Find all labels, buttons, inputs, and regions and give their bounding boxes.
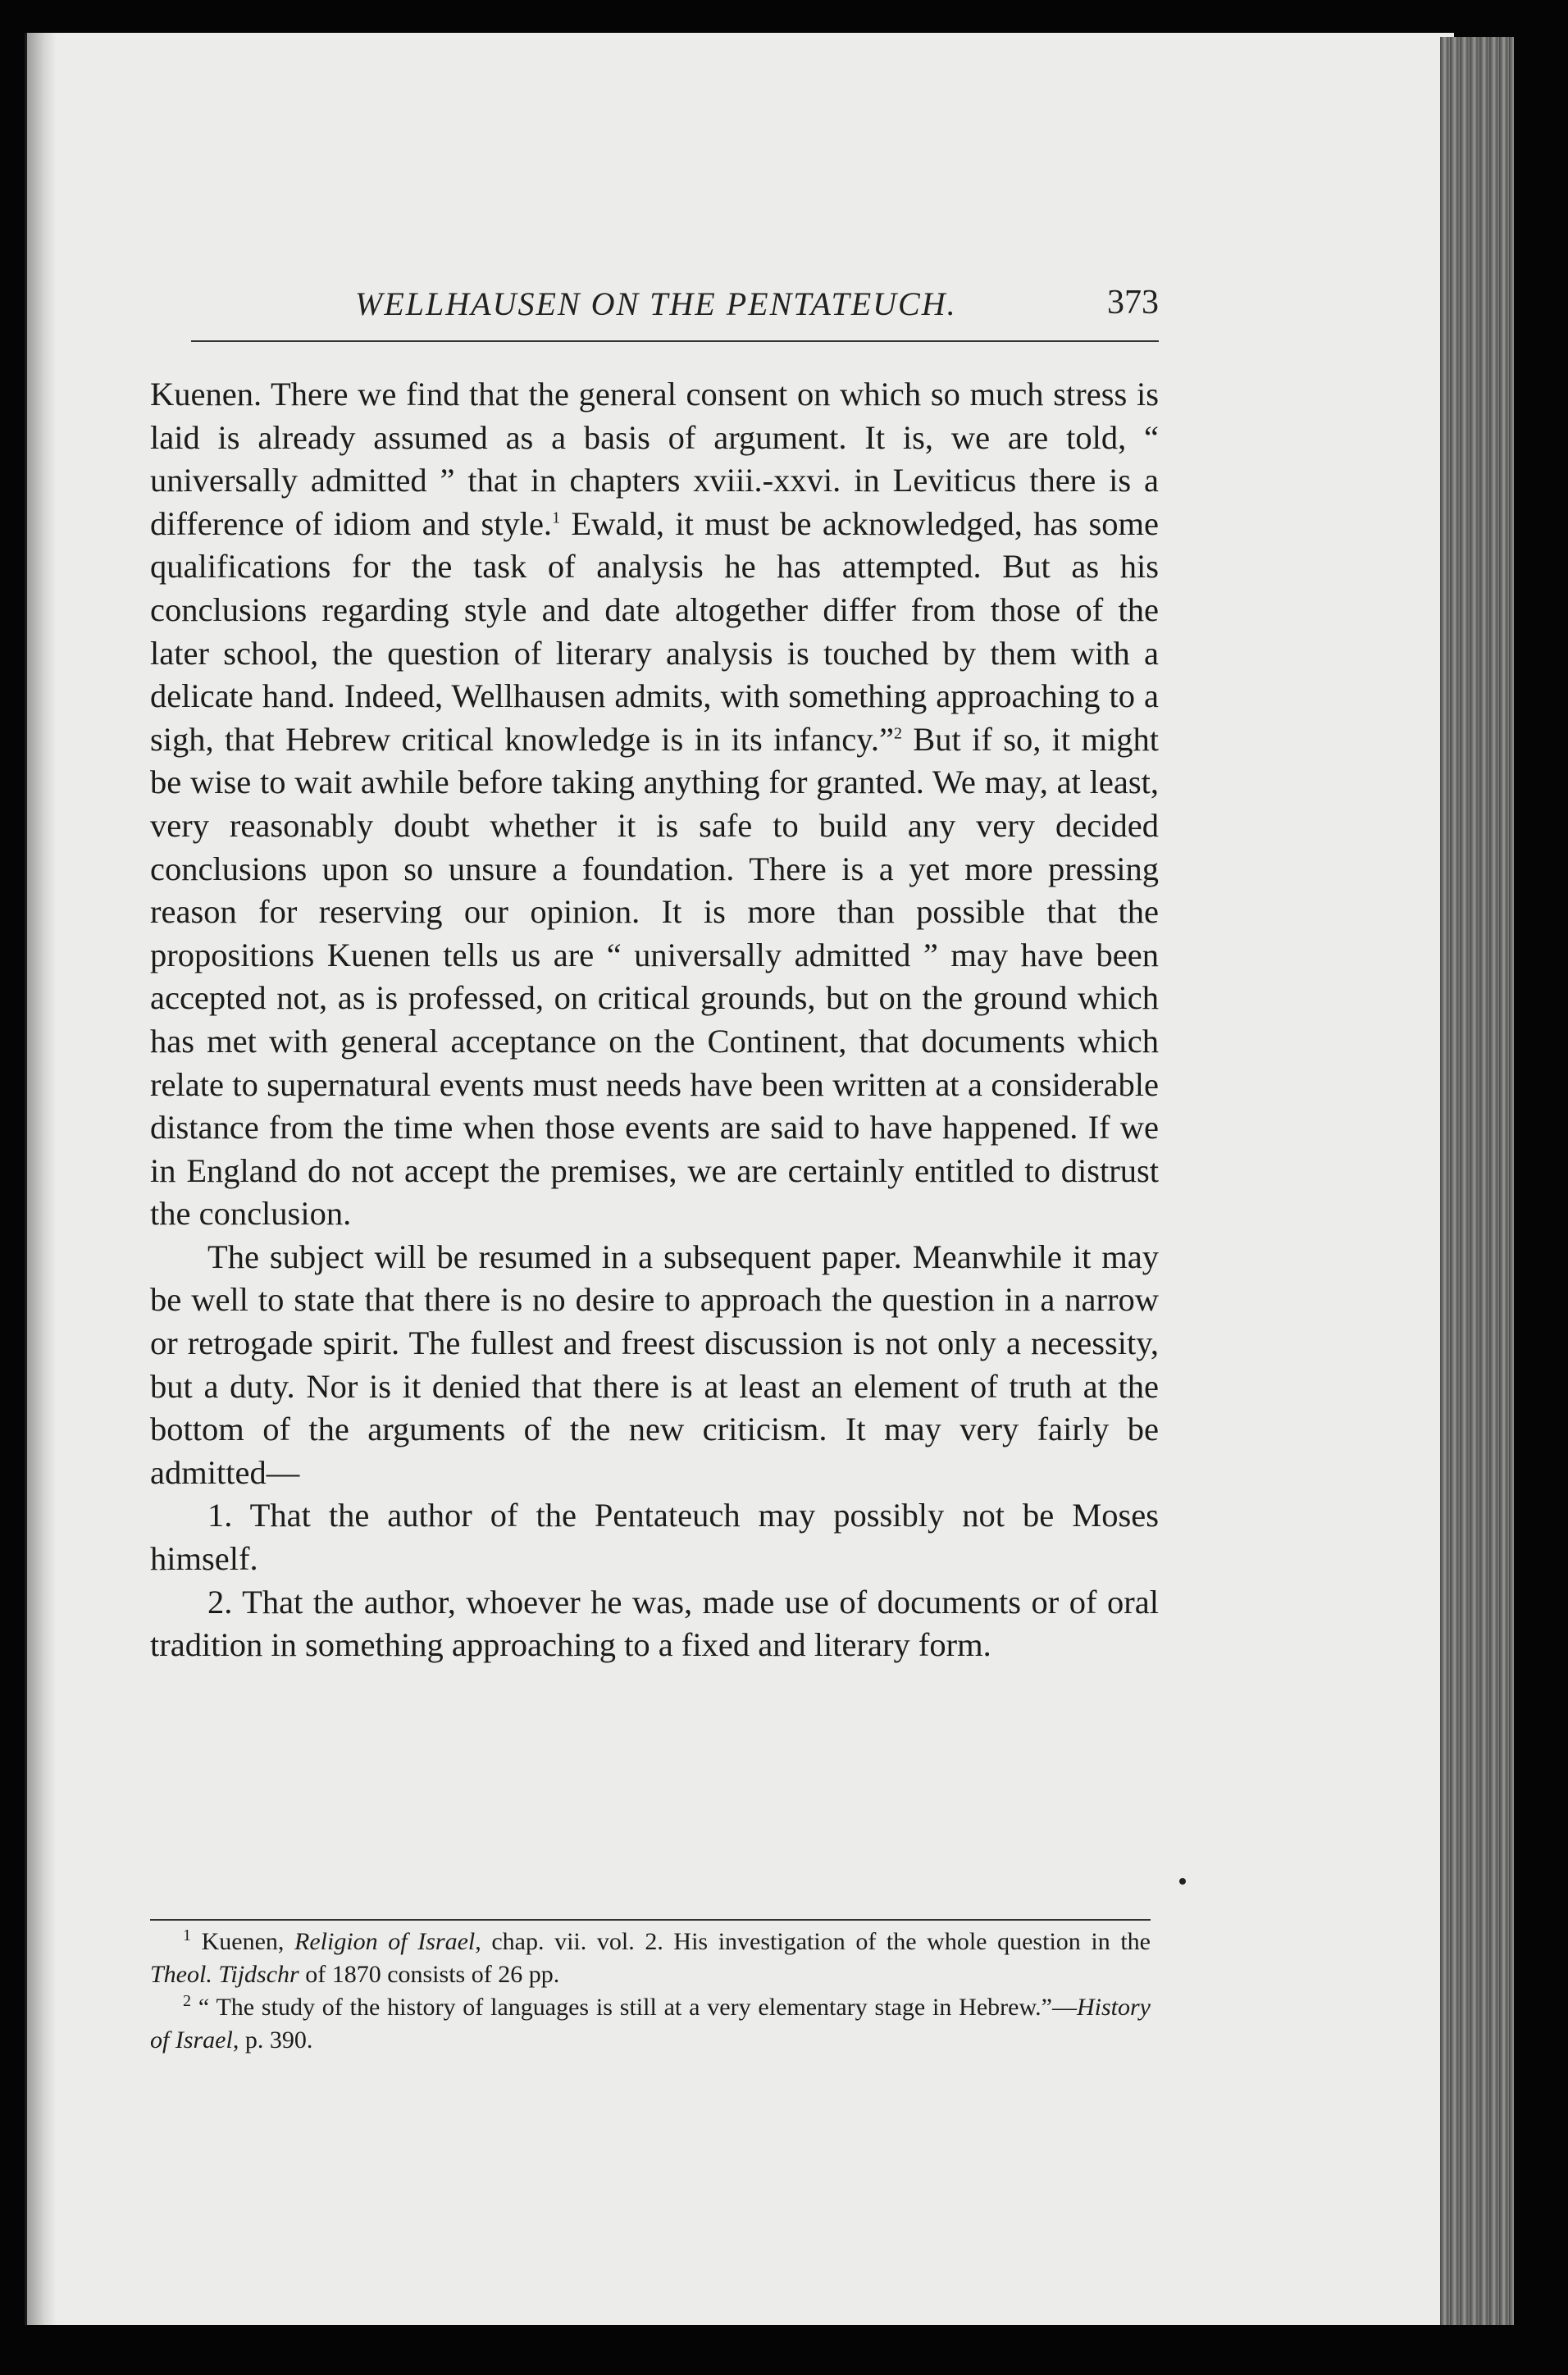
body-text	[150, 373, 1159, 1667]
footnote-1-journal-title: Theol. Tijdschr	[150, 1961, 299, 1988]
footnote-1-book-title: Religion of Israel	[294, 1928, 476, 1955]
paragraph-2: The subject will be resumed in a subsequent paper. Meanwhile it may be well to state that there is no desire to approach the question in a narrow or retrogade spirit. The fullest and freest discussion is not only a necessity, but a duty. Nor is it denied that there is at least an element of truth at the bottom of the arguments of the new criticism. It may very fairly be admitted—	[150, 1238, 1159, 1491]
footnote-ref-1: 1	[552, 508, 561, 527]
footnote-1	[150, 1926, 1151, 1991]
page-number: 373	[1107, 284, 1159, 321]
footnote-1-text-a: Kuenen,	[191, 1928, 295, 1955]
footnote-ref-2: 2	[893, 724, 902, 743]
ink-speck	[1179, 1878, 1186, 1885]
footnote-1-text-b: , chap. vii. vol. 2. His investigation of the whole question in the	[475, 1928, 1151, 1955]
footnote-1-text-c: of 1870 consists of 26 pp.	[299, 1961, 560, 1988]
footnote-2	[150, 1991, 1151, 2057]
footnote-2-text-b: , p. 390.	[232, 2026, 313, 2054]
paragraph-1-text-b: Ewald, it must be acknowledged, has some qualifications for the task of analysis he has attempted. But as his conclusions regarding style and date altogether differ from those of the later school, the question of literary analysis is touched by them with a delicate hand. Indeed, Wellhausen admits, with something approaching to a sigh, that Hebrew critical knowledge is in its infancy.”	[150, 504, 1159, 758]
running-title: WELLHAUSEN ON THE PENTATEUCH.	[355, 285, 957, 322]
numbered-item-2: 2. That the author, whoever he was, made use of documents or of oral tradition in something approaching to a fixed and literary form.	[150, 1583, 1159, 1664]
footnote-rule	[150, 1919, 1151, 1921]
footnote-2-text-a: “ The study of the history of languages is still at a very elementary stage in Hebrew.”—	[191, 1994, 1077, 2021]
book-page	[25, 33, 1454, 2325]
numbered-item-1: 1. That the author of the Pentateuch may possibly not be Moses himself.	[150, 1497, 1159, 1578]
paragraph-1	[150, 373, 1159, 1236]
footnote-2-mark: 2	[183, 1992, 191, 2010]
page-gutter-shadow	[27, 33, 57, 2325]
footnote-1-mark: 1	[183, 1926, 191, 1944]
footnotes	[150, 1926, 1151, 2057]
running-head	[191, 275, 1159, 342]
paragraph-1-text-a: Kuenen. There we find that the general consent on which so much stress is laid is already assumed as a basis of argument. It is, we are told, “ universally admitted ” that in chapters xviii.-xxvi. in Leviticus there is a difference of idiom and style.	[150, 376, 1159, 542]
page-edges	[1440, 37, 1514, 2325]
paragraph-1-text-c: But if so, it might be wise to wait awhile before taking anything for granted. We may, at least, very reasonably doubt whether it is safe to build any very decided conclusions upon so unsure a foundation. There is a yet more pressing reason for reserving our opinion. It is more than possible that the propositions Kuenen tells us are “ universally admitted ” may have been accepted not, as is professed, on critical grounds, but on the ground which has met with general acceptance on the Continent, that documents which relate to supernatural events must needs have been written at a considerable distance from the time when those events are said to have happened. If we in England do not accept the premises, we are certainly entitled to distrust the conclusion.	[150, 720, 1159, 1233]
footnote-2-book-title: History of Israel	[150, 1994, 1151, 2054]
